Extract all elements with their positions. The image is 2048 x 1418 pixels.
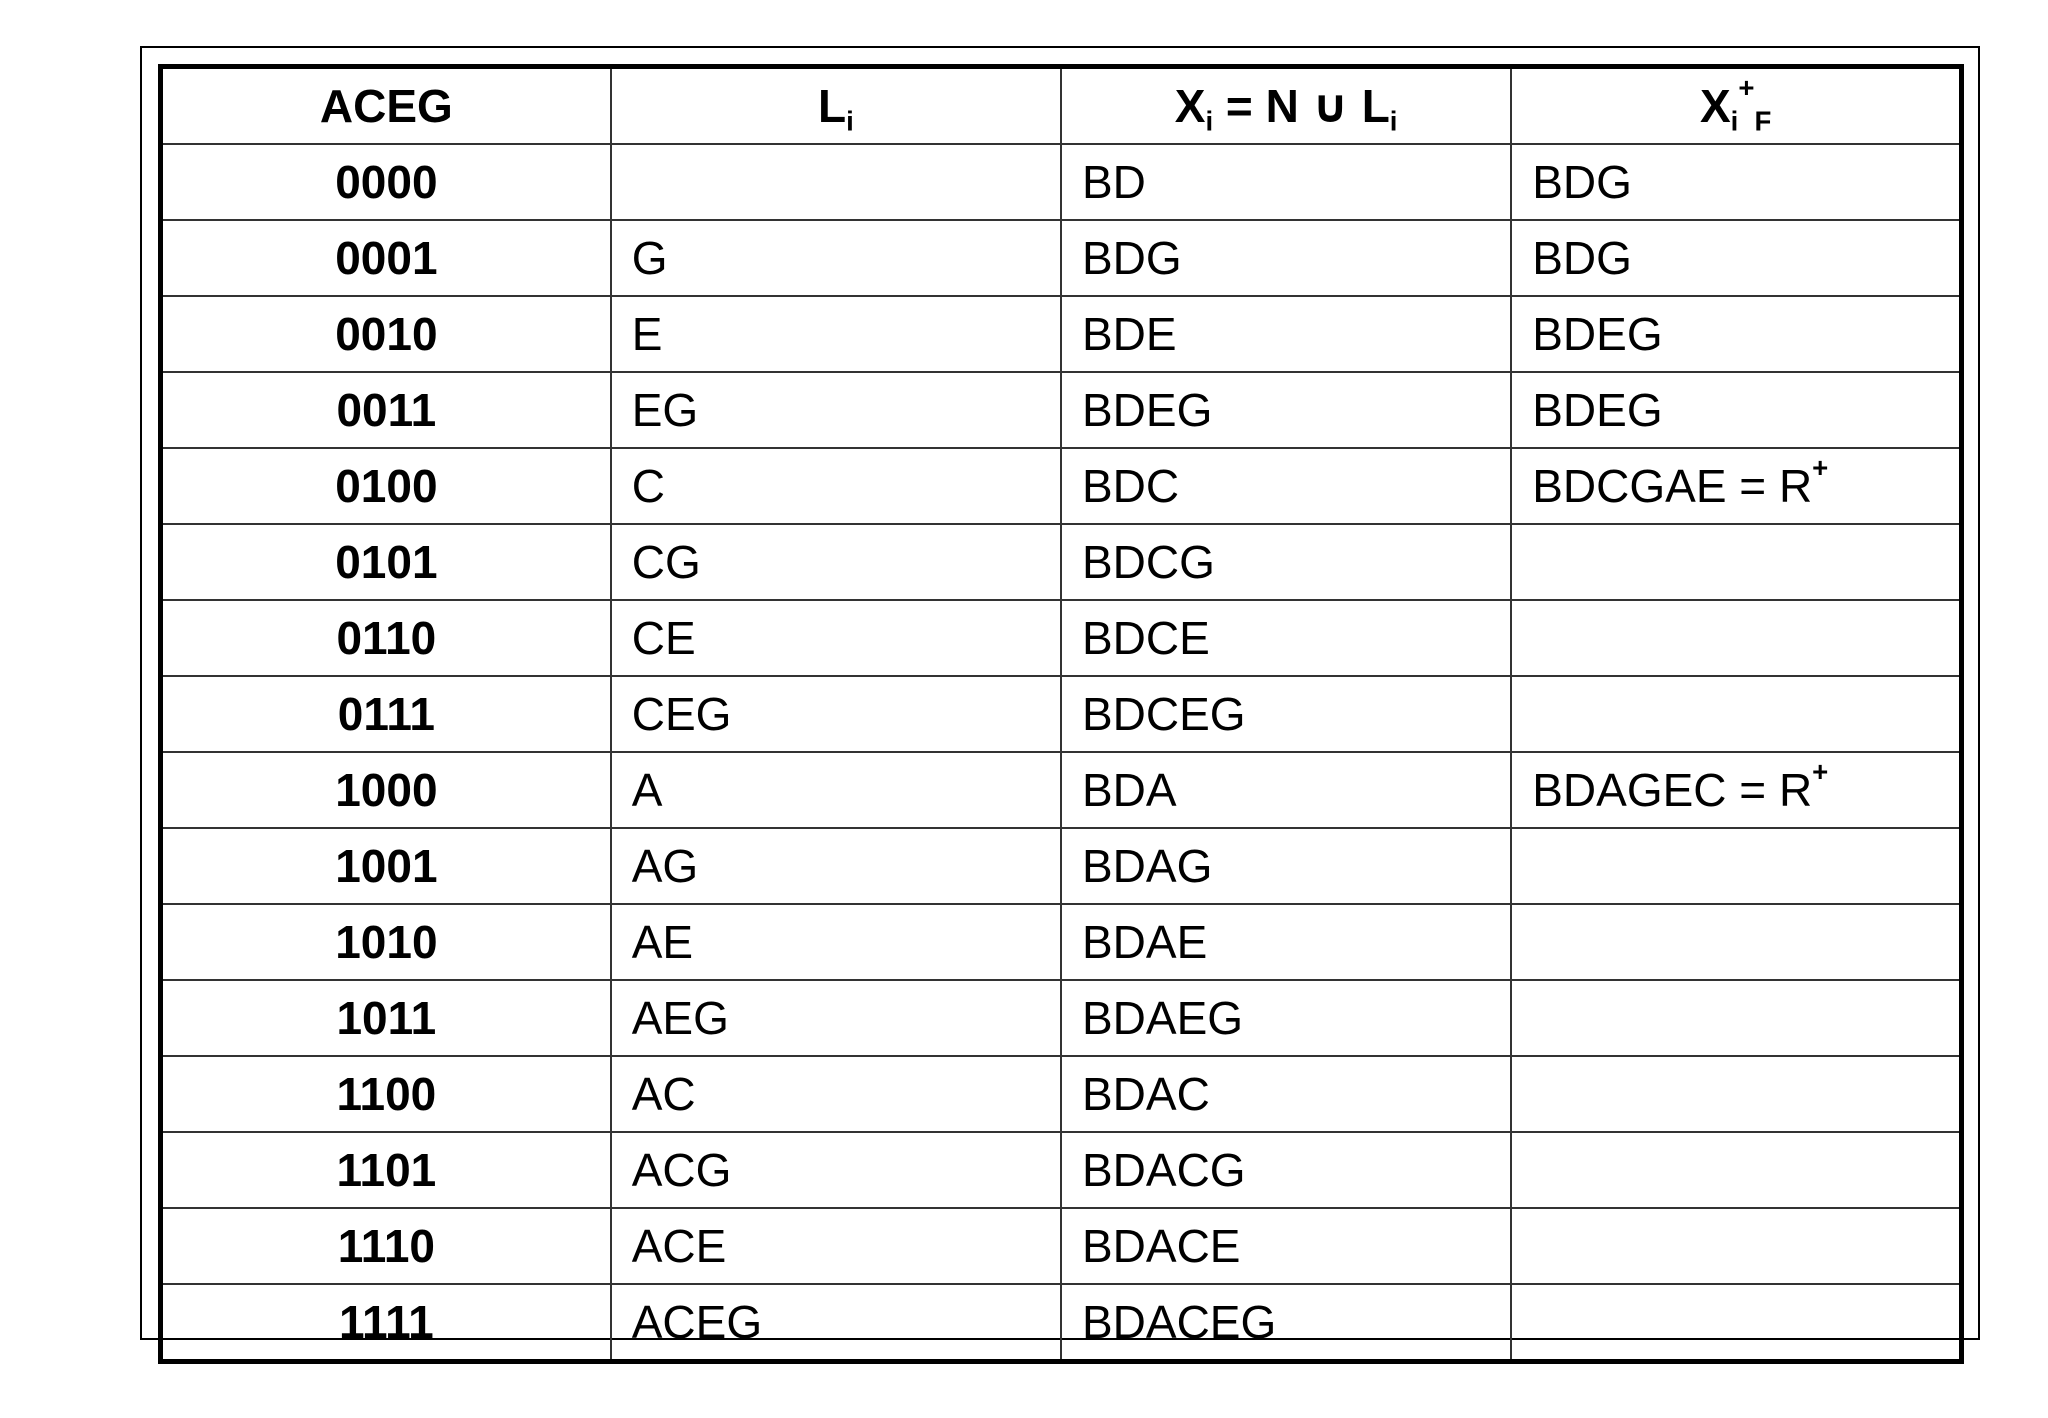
header-xi-formula-subscript: i <box>1389 105 1398 137</box>
cell-xi: BDACG <box>1061 1132 1511 1208</box>
cell-aceg-code: 0000 <box>161 144 611 220</box>
cell-xi: BDCE <box>1061 600 1511 676</box>
cell-aceg-code: 0101 <box>161 524 611 600</box>
table-row <box>161 676 1962 752</box>
cell-li: AC <box>611 1056 1061 1132</box>
cell-aceg-code: 1110 <box>161 1208 611 1284</box>
table-body <box>161 144 1962 1362</box>
cell-xi-closure <box>1511 372 1961 448</box>
cell-xi: BD <box>1061 144 1511 220</box>
table-row <box>161 1132 1962 1208</box>
cell-xi: BDAE <box>1061 904 1511 980</box>
cell-li: ACG <box>611 1132 1061 1208</box>
cell-xi-closure-superscript: + <box>1812 756 1829 788</box>
header-li-subscript: i <box>846 105 854 137</box>
table-row <box>161 220 1962 296</box>
cell-xi-closure <box>1511 448 1961 524</box>
cell-xi-closure <box>1511 980 1961 1056</box>
cell-xi: BDCG <box>1061 524 1511 600</box>
cell-xi-closure <box>1511 1132 1961 1208</box>
header-aceg-label: ACEG <box>319 80 453 132</box>
table-row <box>161 296 1962 372</box>
header-xi-label: X <box>1174 80 1206 132</box>
cell-xi-closure <box>1511 524 1961 600</box>
cell-aceg-code: 0111 <box>161 676 611 752</box>
cell-li <box>611 144 1061 220</box>
cell-xi-closure <box>1511 904 1961 980</box>
cell-xi-closure-text: BDEG <box>1532 308 1663 360</box>
cell-xi: BDC <box>1061 448 1511 524</box>
header-closure-label: X <box>1699 80 1731 132</box>
cell-li: G <box>611 220 1061 296</box>
cell-xi: BDACE <box>1061 1208 1511 1284</box>
cell-li: CE <box>611 600 1061 676</box>
cell-li: AG <box>611 828 1061 904</box>
header-li <box>611 67 1061 145</box>
cell-xi: BDAC <box>1061 1056 1511 1132</box>
cell-xi-closure <box>1511 1284 1961 1362</box>
cell-li: ACE <box>611 1208 1061 1284</box>
header-li-label: L <box>817 80 847 132</box>
header-closure-tail-subscript: F <box>1754 105 1772 137</box>
cell-xi-closure-text: BDEG <box>1532 384 1663 436</box>
cell-aceg-code: 1100 <box>161 1056 611 1132</box>
cell-xi-closure <box>1511 600 1961 676</box>
cell-li: AEG <box>611 980 1061 1056</box>
cell-xi: BDEG <box>1061 372 1511 448</box>
table-row <box>161 1056 1962 1132</box>
header-aceg <box>161 67 611 145</box>
cell-xi: BDE <box>1061 296 1511 372</box>
cell-aceg-code: 1000 <box>161 752 611 828</box>
cell-xi-closure <box>1511 828 1961 904</box>
cell-aceg-code: 1001 <box>161 828 611 904</box>
cell-li: CG <box>611 524 1061 600</box>
table-row <box>161 144 1962 220</box>
cell-xi-closure <box>1511 752 1961 828</box>
cell-xi-closure-text: BDG <box>1532 232 1632 284</box>
header-xi-union <box>1061 67 1511 145</box>
cell-xi-closure-text: BDCGAE = R <box>1532 460 1813 512</box>
closure-table <box>158 64 1964 1364</box>
cell-aceg-code: 1101 <box>161 1132 611 1208</box>
cell-xi-closure <box>1511 1208 1961 1284</box>
cell-xi: BDA <box>1061 752 1511 828</box>
table-row <box>161 1284 1962 1362</box>
header-xi-subscript: i <box>1205 105 1214 137</box>
cell-li: AE <box>611 904 1061 980</box>
cell-xi: BDACEG <box>1061 1284 1511 1362</box>
table-row <box>161 524 1962 600</box>
table-row <box>161 828 1962 904</box>
cell-xi: BDAEG <box>1061 980 1511 1056</box>
table-row <box>161 1208 1962 1284</box>
cell-xi-closure-text: BDG <box>1532 156 1632 208</box>
table-row <box>161 600 1962 676</box>
table-row <box>161 448 1962 524</box>
cell-xi-closure-text: BDAGEC = R <box>1532 764 1813 816</box>
cell-li: ACEG <box>611 1284 1061 1362</box>
header-row <box>161 67 1962 145</box>
table-row <box>161 752 1962 828</box>
cell-xi: BDCEG <box>1061 676 1511 752</box>
cell-li: E <box>611 296 1061 372</box>
table-row <box>161 904 1962 980</box>
cell-xi-closure <box>1511 1056 1961 1132</box>
header-closure-superscript: + <box>1738 72 1755 104</box>
table-row <box>161 980 1962 1056</box>
header-xi-formula: = N ∪ L <box>1213 80 1390 132</box>
cell-aceg-code: 1011 <box>161 980 611 1056</box>
table-row <box>161 372 1962 448</box>
cell-xi: BDG <box>1061 220 1511 296</box>
cell-xi-closure-superscript: + <box>1812 452 1829 484</box>
cell-xi-closure <box>1511 676 1961 752</box>
cell-xi: BDAG <box>1061 828 1511 904</box>
header-closure-subscript: i <box>1730 105 1739 137</box>
cell-aceg-code: 0100 <box>161 448 611 524</box>
cell-aceg-code: 0010 <box>161 296 611 372</box>
cell-li: CEG <box>611 676 1061 752</box>
cell-aceg-code: 1111 <box>161 1284 611 1362</box>
cell-li: EG <box>611 372 1061 448</box>
cell-xi-closure <box>1511 296 1961 372</box>
cell-aceg-code: 0001 <box>161 220 611 296</box>
cell-aceg-code: 0110 <box>161 600 611 676</box>
cell-aceg-code: 0011 <box>161 372 611 448</box>
cell-xi-closure <box>1511 144 1961 220</box>
header-xi-closure <box>1511 67 1961 145</box>
cell-li: C <box>611 448 1061 524</box>
cell-xi-closure <box>1511 220 1961 296</box>
cell-aceg-code: 1010 <box>161 904 611 980</box>
cell-li: A <box>611 752 1061 828</box>
